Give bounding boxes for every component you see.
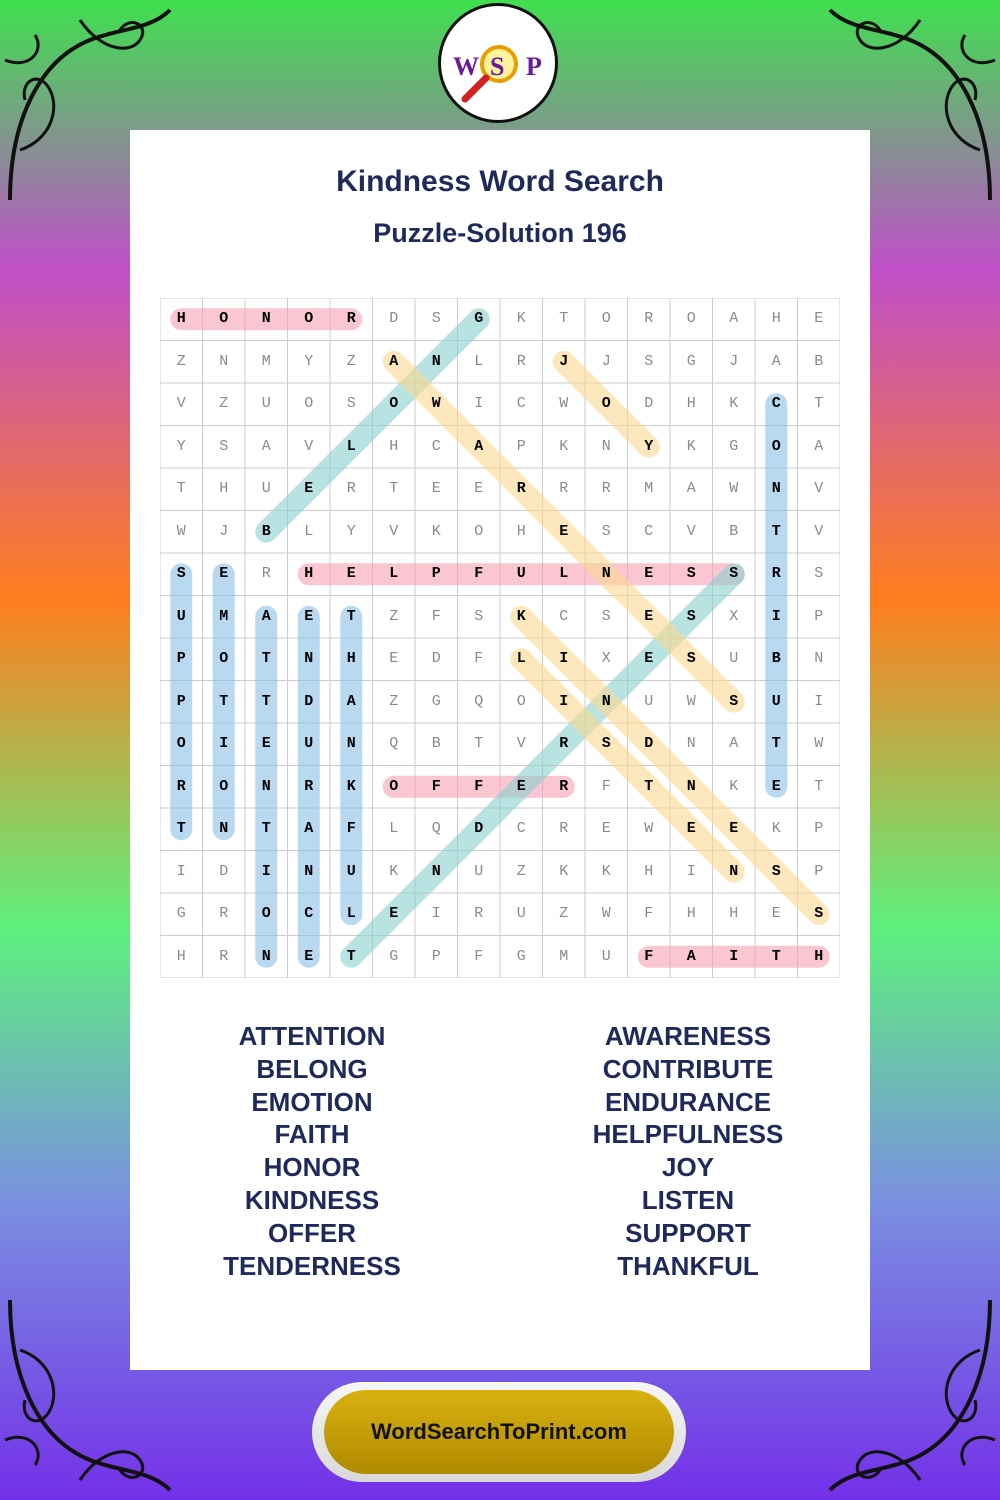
grid-letter: I — [686, 862, 696, 880]
grid-letter: E — [474, 480, 484, 497]
grid-letter: U — [261, 480, 271, 497]
grid-letter: E — [346, 565, 356, 582]
grid-letter: Y — [176, 437, 186, 455]
grid-letter: R — [559, 820, 569, 837]
wsp-logo — [438, 3, 558, 123]
grid-letter: P — [814, 607, 824, 625]
grid-letter: P — [176, 650, 186, 667]
grid-letter: I — [559, 650, 569, 667]
grid-letter: V — [176, 395, 186, 412]
grid-letter: S — [346, 395, 356, 412]
grid-letter: B — [771, 650, 781, 667]
grid-letter: T — [261, 650, 271, 667]
grid-letter: Y — [304, 352, 314, 370]
grid-letter: W — [814, 735, 824, 752]
grid-letter: U — [516, 905, 526, 922]
grid-letter: Z — [176, 352, 186, 370]
grid-letter: R — [559, 480, 569, 497]
grid-letter: O — [219, 310, 229, 327]
grid-letter: I — [771, 607, 781, 625]
grid-letter: I — [729, 947, 739, 965]
grid-letter: Z — [389, 607, 399, 625]
grid-letter: E — [559, 522, 569, 540]
grid-letter: Q — [389, 735, 399, 752]
word-list-item: OFFER — [267, 1217, 357, 1248]
grid-letter: L — [346, 437, 356, 455]
grid-letter: G — [516, 947, 526, 965]
grid-letter: H — [644, 862, 654, 880]
grid-letter: C — [644, 522, 654, 540]
grid-letter: H — [516, 522, 526, 540]
grid-letter: L — [516, 650, 526, 667]
grid-letter: N — [601, 437, 611, 455]
grid-letter: O — [389, 395, 399, 412]
grid-letter: A — [814, 437, 824, 455]
grid-letter: J — [559, 352, 569, 370]
grid-letter: V — [304, 437, 314, 455]
grid-letter: O — [304, 395, 314, 412]
word-list-item: ATTENTION — [238, 1021, 386, 1051]
grid-letter: Y — [644, 437, 654, 455]
grid-letter: F — [346, 820, 356, 837]
grid-letter: N — [601, 692, 611, 710]
grid-letter: N — [219, 352, 229, 370]
grid-letter: O — [261, 905, 271, 922]
grid-letter: I — [176, 862, 186, 880]
grid-letter: E — [304, 607, 314, 625]
grid-letter: F — [644, 947, 654, 965]
grid-letter: H — [389, 437, 399, 455]
grid-letter: J — [219, 522, 229, 540]
grid-letter: R — [261, 565, 271, 582]
grid-letter: N — [771, 480, 781, 497]
grid-letter: T — [814, 777, 824, 795]
grid-letter: D — [474, 820, 484, 837]
grid-letter: S — [644, 352, 654, 370]
grid-letter: G — [474, 310, 484, 327]
grid-letter: H — [814, 947, 824, 965]
grid-letter: I — [261, 862, 271, 880]
grid-letter: N — [346, 735, 356, 752]
grid-letter: W — [601, 905, 611, 922]
grid-letter: L — [559, 565, 569, 582]
grid-letter: C — [559, 607, 569, 625]
grid-letter: U — [516, 565, 526, 582]
grid-letter: R — [219, 947, 229, 965]
grid-letter: E — [601, 820, 611, 837]
grid-letter: M — [219, 607, 229, 625]
grid-letter: N — [431, 352, 441, 370]
grid-letter: U — [644, 692, 654, 710]
grid-letter: K — [346, 777, 356, 795]
page-subtitle: Puzzle-Solution 196 — [373, 218, 627, 248]
grid-letter: E — [304, 480, 314, 497]
grid-letter: S — [176, 565, 186, 582]
grid-letter: S — [601, 735, 611, 752]
word-list-right — [528, 1020, 848, 1282]
grid-letter: V — [389, 522, 399, 540]
grid-letter: E — [771, 777, 781, 795]
grid-letter: E — [814, 310, 824, 327]
grid-letter: R — [304, 777, 314, 795]
grid-letter: R — [346, 310, 356, 327]
grid-letter: C — [516, 820, 526, 837]
grid-letter: L — [389, 820, 399, 837]
grid-letter: G — [389, 947, 399, 965]
grid-letter: B — [814, 352, 824, 370]
grid-letter: R — [644, 310, 654, 327]
grid-letter: T — [474, 735, 484, 752]
grid-letter: M — [261, 352, 271, 370]
grid-letter: D — [431, 650, 441, 667]
grid-letter: O — [601, 395, 611, 412]
grid-letter: K — [516, 310, 526, 327]
grid-letter: U — [176, 607, 186, 625]
grid-letter: E — [304, 947, 314, 965]
grid-letter: T — [771, 735, 781, 752]
word-list-item: HONOR — [263, 1152, 361, 1183]
grid-letter: C — [431, 437, 441, 455]
grid-letter: O — [389, 777, 399, 795]
grid-letter: Z — [389, 692, 399, 710]
grid-letter: H — [176, 310, 186, 327]
word-list-item: LISTEN — [641, 1184, 735, 1215]
grid-letter: A — [474, 437, 484, 455]
grid-letter: G — [431, 692, 441, 710]
grid-letter: F — [474, 947, 484, 965]
grid-letter: N — [219, 820, 229, 837]
grid-letter: A — [261, 607, 271, 625]
grid-letter: Q — [474, 692, 484, 710]
grid-letter: P — [431, 947, 441, 965]
grid-letter: R — [601, 480, 611, 497]
logo-letter-s: S — [490, 52, 505, 81]
grid-letter: P — [516, 437, 526, 455]
grid-letter: E — [644, 565, 654, 582]
grid-letter: S — [601, 522, 611, 540]
grid-letter: P — [431, 565, 441, 582]
grid-letter: S — [431, 310, 441, 327]
grid-letter: L — [474, 352, 484, 370]
grid-letter: T — [771, 947, 781, 965]
grid-letter: A — [771, 352, 781, 370]
grid-letter: I — [559, 692, 569, 710]
grid-letter: O — [771, 437, 781, 455]
grid-letter: S — [729, 565, 739, 582]
grid-letter: E — [771, 905, 781, 922]
grid-letter: K — [389, 862, 399, 880]
grid-letter: Z — [559, 905, 569, 922]
grid-letter: K — [729, 395, 739, 412]
grid-letter: R — [559, 777, 569, 795]
grid-letter: F — [431, 777, 441, 795]
grid-letter: R — [516, 480, 526, 497]
grid-letter: A — [261, 437, 271, 455]
grid-letter: T — [814, 395, 824, 412]
grid-letter: H — [304, 565, 314, 582]
grid-letter: A — [686, 947, 696, 965]
grid-letter: W — [729, 480, 739, 497]
grid-letter: T — [346, 947, 356, 965]
grid-letter: K — [559, 437, 569, 455]
grid-letter: E — [389, 905, 399, 922]
grid-letter: T — [644, 777, 654, 795]
grid-letter: K — [686, 437, 696, 455]
grid-letter: U — [346, 862, 356, 880]
grid-letter: N — [729, 862, 739, 880]
grid-letter: E — [219, 565, 229, 582]
grid-letter: B — [261, 522, 271, 540]
grid-letter: P — [814, 820, 824, 837]
grid-letter: W — [431, 395, 441, 412]
grid-letter: R — [219, 905, 229, 922]
grid-letter: G — [686, 352, 696, 370]
grid-letter: K — [771, 820, 781, 837]
grid-letter: A — [686, 480, 696, 497]
grid-letter: F — [474, 565, 484, 582]
grid-letter: A — [389, 352, 399, 370]
grid-letter: Z — [219, 395, 229, 412]
grid-letter: G — [176, 905, 186, 922]
grid-letter: S — [729, 692, 739, 710]
page-title: Kindness Word Search — [336, 165, 664, 198]
grid-letter: N — [601, 565, 611, 582]
grid-letter: I — [474, 395, 484, 412]
grid-letter: U — [729, 650, 739, 667]
grid-letter: H — [729, 905, 739, 922]
grid-letter: G — [729, 437, 739, 455]
grid-letter: H — [176, 947, 186, 965]
word-list-item: AWARENESS — [604, 1021, 772, 1051]
word-list-item: KINDNESS — [244, 1184, 380, 1215]
grid-letter: W — [686, 692, 696, 710]
grid-letter: S — [601, 607, 611, 625]
grid-letter: S — [474, 607, 484, 625]
word-list-item: CONTRIBUTE — [602, 1053, 774, 1084]
word-list-item: THANKFUL — [617, 1250, 759, 1281]
grid-letter: L — [346, 905, 356, 922]
grid-letter: H — [219, 480, 229, 497]
grid-letter: O — [219, 777, 229, 795]
grid-letter: U — [261, 395, 271, 412]
grid-letter: K — [559, 862, 569, 880]
grid-letter: P — [176, 692, 186, 710]
grid-letter: R — [771, 565, 781, 582]
grid-letter: S — [814, 565, 824, 582]
grid-letter: K — [601, 862, 611, 880]
grid-letter: U — [304, 735, 314, 752]
grid-letter: S — [686, 607, 696, 625]
grid-letter: T — [261, 692, 271, 710]
grid-letter: H — [346, 650, 356, 667]
grid-letter: X — [729, 607, 739, 625]
grid-letter: M — [559, 947, 569, 965]
grid-letter: U — [474, 862, 484, 880]
grid-letter: R — [559, 735, 569, 752]
grid-letter: V — [814, 480, 824, 497]
grid-letter: H — [686, 395, 696, 412]
grid-letter: W — [176, 522, 186, 540]
grid-letter: U — [771, 692, 781, 710]
grid-letter: T — [219, 692, 229, 710]
grid-letter: T — [176, 820, 186, 837]
logo-letter-w: W — [453, 52, 479, 81]
grid-letter: F — [431, 607, 441, 625]
grid-letter: R — [346, 480, 356, 497]
grid-letter: O — [219, 650, 229, 667]
grid-letter: T — [346, 607, 356, 625]
grid-letter: D — [304, 692, 314, 710]
grid-letter: S — [686, 650, 696, 667]
grid-letter: O — [516, 692, 526, 710]
grid-letter: A — [346, 692, 356, 710]
grid-letter: D — [644, 735, 654, 752]
grid-letter: S — [771, 862, 781, 880]
grid-letter: K — [516, 607, 526, 625]
grid-letter: L — [389, 565, 399, 582]
grid-letter: I — [431, 905, 441, 922]
word-list-item: ENDURANCE — [604, 1086, 772, 1117]
grid-letter: H — [686, 905, 696, 922]
grid-letter: E — [644, 650, 654, 667]
grid-letter: I — [219, 735, 229, 752]
grid-letter: A — [729, 735, 739, 752]
grid-letter: P — [814, 862, 824, 880]
grid-letter: R — [176, 777, 186, 795]
word-search-grid — [160, 298, 840, 978]
website-link[interactable]: WordSearchToPrint.com — [324, 1390, 674, 1474]
grid-letter: F — [474, 650, 484, 667]
grid-letter: T — [771, 522, 781, 540]
grid-letter: O — [686, 310, 696, 327]
word-list-item: EMOTION — [251, 1086, 373, 1117]
grid-letter: F — [474, 777, 484, 795]
word-list-item: SUPPORT — [625, 1217, 751, 1248]
grid-letter: K — [431, 522, 441, 540]
grid-letter: S — [814, 905, 824, 922]
grid-letter: N — [686, 777, 696, 795]
logo-letter-p: P — [526, 52, 542, 81]
grid-letter: R — [474, 905, 484, 922]
word-list-item: FAITH — [274, 1119, 350, 1150]
grid-letter: F — [644, 905, 654, 922]
grid-letter: J — [729, 352, 739, 370]
grid-letter: E — [261, 735, 271, 752]
grid-letter: O — [176, 735, 186, 752]
grid-letter: E — [729, 820, 739, 837]
grid-letter: J — [601, 352, 611, 370]
grid-letter: E — [431, 480, 441, 497]
grid-letter: N — [304, 650, 314, 667]
grid-letter: T — [261, 820, 271, 837]
grid-letter: T — [389, 480, 399, 497]
grid-letter: A — [729, 310, 739, 327]
grid-letter: C — [516, 395, 526, 412]
grid-letter: A — [304, 820, 314, 837]
grid-letter: B — [431, 735, 441, 752]
grid-letter: I — [814, 692, 824, 710]
grid-letter: D — [644, 395, 654, 412]
grid-letter: B — [729, 522, 739, 540]
grid-letter: V — [814, 522, 824, 540]
grid-letter: K — [729, 777, 739, 795]
grid-letter: C — [771, 395, 781, 412]
grid-letter: S — [219, 437, 229, 455]
grid-letter: Y — [346, 522, 356, 540]
grid-letter: X — [601, 650, 611, 667]
grid-letter: C — [304, 905, 314, 922]
grid-letter: D — [389, 310, 399, 327]
grid-letter: E — [686, 820, 696, 837]
grid-letter: V — [686, 522, 696, 540]
grid-letter: N — [686, 735, 696, 752]
grid-letter: N — [261, 947, 271, 965]
grid-letter: V — [516, 735, 526, 752]
grid-letter: N — [261, 310, 271, 327]
grid-letter: E — [389, 650, 399, 667]
grid-letter: E — [516, 777, 526, 795]
grid-letter: T — [176, 480, 186, 497]
word-list-item: JOY — [661, 1152, 715, 1183]
grid-letter: O — [601, 310, 611, 327]
grid-letter: D — [219, 862, 229, 880]
word-list-left — [152, 1020, 472, 1282]
grid-letter: O — [304, 310, 314, 327]
grid-letter: N — [431, 862, 441, 880]
grid-letter: W — [559, 395, 569, 412]
grid-letter: S — [686, 565, 696, 582]
grid-letter: E — [644, 607, 654, 625]
grid-letter: F — [601, 777, 611, 795]
grid-letter: Q — [431, 820, 441, 837]
grid-letter: W — [644, 820, 654, 837]
grid-letter: Z — [346, 352, 356, 370]
word-list-item: HELPFULNESS — [592, 1119, 784, 1150]
grid-letter: M — [644, 480, 654, 497]
grid-letter: O — [474, 522, 484, 540]
grid-letter: N — [261, 777, 271, 795]
grid-letter: L — [304, 522, 314, 540]
grid-letter: T — [559, 310, 569, 327]
grid-letter: N — [814, 650, 824, 667]
word-list-item: TENDERNESS — [223, 1250, 401, 1281]
grid-letter: H — [771, 310, 781, 327]
grid-letter: R — [516, 352, 526, 370]
grid-letter: Z — [516, 862, 526, 880]
grid-letter: N — [304, 862, 314, 880]
grid-letter: U — [601, 947, 611, 965]
word-list-item: BELONG — [256, 1053, 368, 1084]
